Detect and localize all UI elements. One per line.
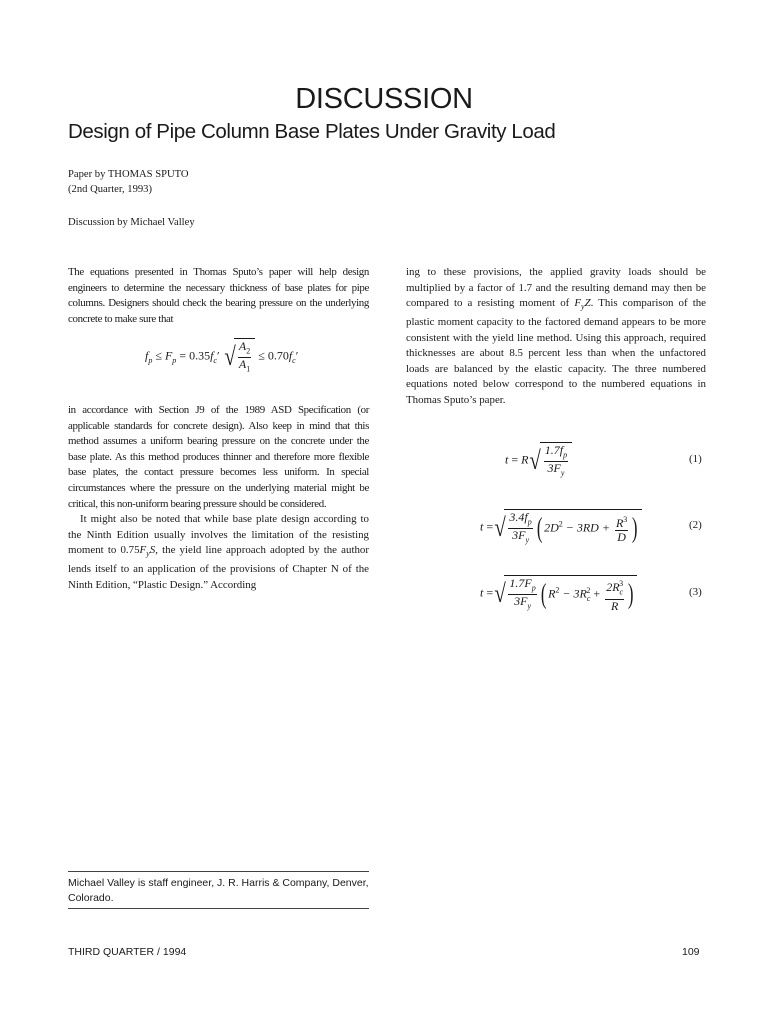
eq-symbol: 3F bbox=[512, 528, 526, 543]
eq-superscript: 3 bbox=[619, 579, 624, 589]
left-column-body bbox=[68, 403, 369, 593]
fraction-numerator bbox=[508, 511, 532, 529]
eq-subscript: y bbox=[525, 535, 530, 545]
eq-superscript: 3 bbox=[623, 515, 628, 525]
paragraph: in accordance with Section J9 of the 1989 ASD Specification (or applicable standards for concrete design). Also keep in mind that this method assumes a uniform bearing pressure on the concrete under the base plate. As this method produces thinner and therefore more flexible base plates, the contact pressure becomes less uniform. In special circumstances where the pressure on the underlying material might be critical, this non-uniform bearing pressure should be considered. bbox=[68, 404, 369, 510]
right-column-body bbox=[406, 265, 706, 409]
fraction bbox=[544, 444, 568, 480]
eq-subscript: c bbox=[213, 356, 217, 366]
fraction-numerator bbox=[615, 513, 628, 531]
eq-symbol: t bbox=[505, 452, 509, 467]
eq-symbol: t bbox=[480, 585, 484, 600]
fraction-numerator bbox=[508, 577, 536, 595]
eq-superscript: 2 bbox=[586, 585, 591, 595]
inline-subscript: y bbox=[581, 302, 585, 312]
equation-1 bbox=[505, 442, 572, 480]
fraction-numerator bbox=[605, 577, 624, 599]
fraction bbox=[508, 511, 532, 547]
eq-symbol: − 3R bbox=[559, 586, 587, 601]
eq-symbol: R bbox=[610, 598, 619, 613]
eq-symbol: f bbox=[288, 348, 293, 363]
eq-symbol: 1.7f bbox=[544, 443, 564, 457]
paragraph-text: ing to these provisions, the applied gravity loads should be multiplied by a factor of 1.7 and the resulting demand may then be compared to a resisting moment of bbox=[406, 266, 706, 310]
eq-operator: = bbox=[179, 348, 187, 363]
fraction-denominator bbox=[544, 462, 568, 479]
article-title: Design of Pipe Column Base Plates Under Gravity Load bbox=[68, 120, 556, 143]
radical-sign: √ bbox=[529, 445, 542, 475]
footnote-rule-bottom bbox=[68, 908, 369, 909]
radicand bbox=[540, 442, 572, 480]
eq-subscript: 1 bbox=[246, 364, 251, 374]
paragraph-text: , the yield line approach adopted by the author lends itself to an application of the provisions of Chapter N of the Ninth Edition, “Plastic Design.” According bbox=[68, 544, 369, 591]
inline-symbol: F bbox=[139, 544, 147, 557]
eq-number: 0.35 bbox=[189, 348, 211, 363]
eq-symbol: R bbox=[548, 586, 556, 601]
eq-subscript: c bbox=[619, 587, 624, 597]
eq-symbol: f bbox=[210, 348, 214, 363]
paragraph-text: . This comparison of the plastic moment capacity to the factored demand appears to be more consistent with the yield line method. Using this approach, required thicknesses are about 8.5 percent less than when the unfactored loads are balanced by the elastic capacity. The three numbered equations noted below correspond to the numbered equations in Thomas Sputo’s paper. bbox=[406, 297, 707, 406]
fraction bbox=[615, 513, 628, 544]
eq-operator: = bbox=[486, 519, 494, 534]
eq-subscript: p bbox=[527, 517, 532, 527]
fraction-denominator bbox=[605, 600, 624, 613]
equation-number: (3) bbox=[689, 586, 702, 598]
fraction-denominator bbox=[508, 595, 536, 612]
paper-info bbox=[68, 167, 189, 197]
left-paren: ( bbox=[536, 512, 543, 544]
fraction-denominator bbox=[508, 529, 532, 546]
eq-symbol: A bbox=[238, 339, 247, 353]
eq-symbol: R bbox=[615, 516, 624, 531]
paragraph-text: It might also be noted that while base plate design according to the Ninth Edition usually involves the limitation of the resisting moment to 0.75 bbox=[68, 513, 369, 557]
author-footnote: Michael Valley is staff engineer, J. R. Harris & Company, Denver, Colorado. bbox=[68, 877, 369, 904]
eq-symbol: 1.7F bbox=[509, 576, 532, 590]
radical-sign: √ bbox=[224, 341, 236, 371]
right-paren: ) bbox=[627, 578, 634, 610]
radical-sign: √ bbox=[494, 578, 506, 608]
eq-subscript: c bbox=[292, 356, 296, 366]
eq-number: 0.70 bbox=[267, 348, 289, 363]
radicand bbox=[504, 575, 637, 613]
eq-symbol: 2R bbox=[606, 580, 620, 595]
paper-quarter: (2nd Quarter, 1993) bbox=[68, 184, 153, 195]
equation-2 bbox=[480, 509, 642, 547]
eq-operator: + bbox=[590, 586, 604, 601]
eq-subscript: p bbox=[563, 450, 568, 460]
eq-symbol: F bbox=[164, 348, 173, 363]
fraction bbox=[238, 340, 251, 376]
page-number: 109 bbox=[682, 946, 700, 958]
fraction bbox=[605, 577, 624, 612]
discussion-author: Discussion by Michael Valley bbox=[68, 217, 195, 228]
eq-symbol: D bbox=[617, 530, 626, 545]
eq-operator: = bbox=[486, 585, 494, 600]
radicand bbox=[234, 338, 255, 376]
eq-operator: ≤ bbox=[155, 348, 162, 363]
eq-subscript: y bbox=[527, 601, 532, 611]
eq-superscript: 2 bbox=[555, 585, 560, 595]
equation-number: (1) bbox=[689, 453, 702, 465]
eq-symbol: 3F bbox=[514, 594, 528, 609]
left-column-intro bbox=[68, 265, 369, 327]
eq-prime: ′ bbox=[216, 348, 220, 363]
journal-issue: THIRD QUARTER / 1994 bbox=[68, 946, 187, 958]
section-kicker: DISCUSSION bbox=[295, 83, 473, 115]
equation-3 bbox=[480, 575, 637, 613]
eq-symbol: − 3RD + bbox=[562, 520, 613, 535]
eq-subscript: p bbox=[172, 356, 177, 366]
eq-symbol: R bbox=[521, 452, 529, 467]
left-paren: ( bbox=[540, 578, 547, 610]
fraction-numerator bbox=[544, 444, 568, 462]
fraction bbox=[508, 577, 536, 613]
equation-number: (2) bbox=[689, 519, 702, 531]
eq-superscript: 2 bbox=[558, 519, 563, 529]
inline-symbol: F bbox=[574, 297, 582, 310]
fraction-denominator bbox=[615, 531, 628, 544]
radicand bbox=[504, 509, 641, 547]
footnote-rule-top bbox=[68, 871, 369, 872]
bearing-equation bbox=[145, 338, 298, 376]
paper-author: Paper by THOMAS SPUTO bbox=[68, 169, 189, 180]
eq-prime: ′ bbox=[295, 348, 299, 363]
eq-operator: ≤ bbox=[258, 348, 265, 363]
right-paren: ) bbox=[632, 512, 638, 544]
eq-symbol: 2D bbox=[544, 520, 559, 535]
paragraph: The equations presented in Thomas Sputo’s paper will help design engineers to determine the necessary thickness of base plates for pipe columns. Designers should check the bearing pressure on the underlying concrete to make sure that bbox=[68, 266, 369, 325]
eq-subscript: c bbox=[586, 594, 591, 604]
inline-symbol: S bbox=[149, 544, 156, 557]
eq-symbol: f bbox=[145, 348, 149, 363]
paragraph bbox=[406, 265, 706, 409]
inline-subscript: y bbox=[146, 549, 150, 559]
eq-operator: = bbox=[511, 452, 519, 467]
eq-symbol: 3.4f bbox=[509, 510, 528, 524]
inline-symbol: Z bbox=[584, 297, 591, 310]
eq-symbol: 3F bbox=[547, 461, 561, 476]
eq-subscript: y bbox=[560, 468, 565, 478]
fraction-numerator bbox=[238, 340, 251, 358]
paragraph bbox=[68, 512, 369, 593]
eq-subscript: p bbox=[531, 583, 536, 593]
eq-symbol: A bbox=[238, 357, 247, 372]
eq-subscript: 2 bbox=[246, 346, 251, 356]
eq-symbol: t bbox=[480, 519, 484, 534]
fraction-denominator bbox=[238, 358, 251, 375]
eq-subscript: p bbox=[148, 356, 153, 366]
radical-sign: √ bbox=[494, 512, 506, 542]
